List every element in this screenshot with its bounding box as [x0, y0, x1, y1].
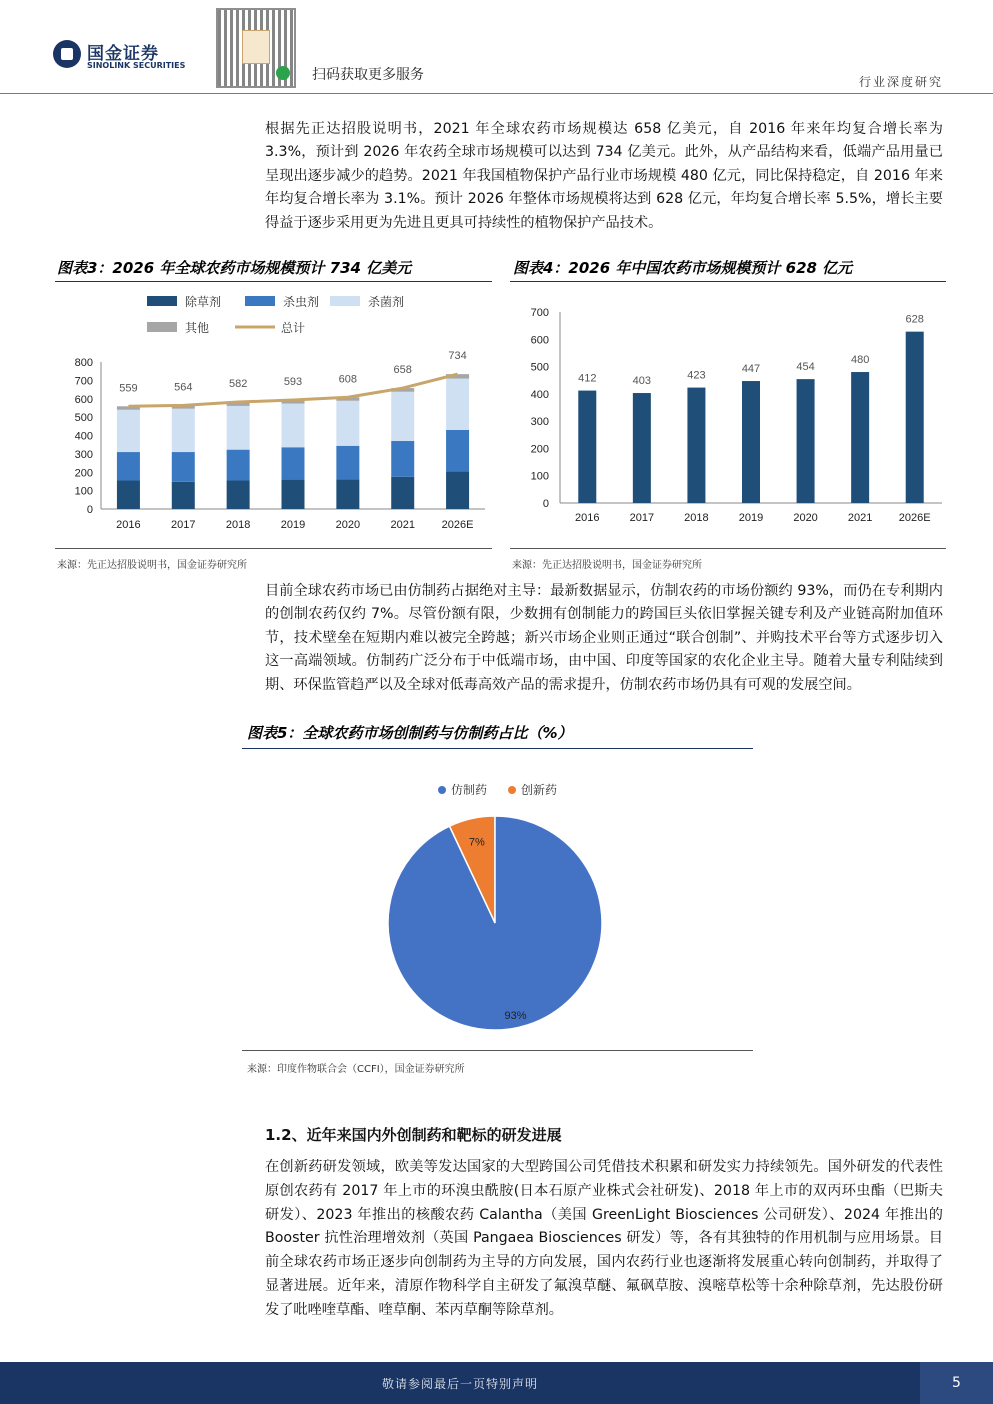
company-logo: [53, 38, 193, 74]
data-label: 628: [905, 313, 924, 326]
x-tick-label: 2016: [575, 512, 600, 524]
y-tick-label: 800: [74, 357, 93, 369]
bar-segment: [391, 477, 414, 509]
y-tick-label: 400: [530, 388, 549, 401]
figure-3-source: 来源：先正达招股说明书，国金证券研究所: [57, 560, 247, 571]
bar-segment: [282, 404, 305, 448]
figure-4-bottom-rule: [510, 548, 946, 549]
legend-label: 仿制药: [451, 783, 488, 797]
data-label: 593: [283, 376, 303, 389]
figure-3-title-rule: [55, 281, 492, 282]
header-divider: [0, 93, 993, 94]
x-tick-label: 2019: [738, 512, 764, 524]
data-label: 454: [796, 361, 815, 374]
logo-en-text: SINOLINK SECURITIES: [87, 61, 186, 70]
legend-swatch: [330, 296, 360, 306]
wechat-badge-icon: [276, 66, 290, 80]
page-header: [0, 0, 993, 96]
y-tick-label: 500: [74, 412, 93, 425]
pie-slice: [388, 816, 602, 1030]
x-tick-label: 2018: [684, 512, 709, 524]
page-footer: [0, 1362, 993, 1404]
y-tick-label: 100: [530, 470, 549, 483]
data-label: 447: [741, 363, 761, 376]
bar-segment: [446, 471, 469, 509]
legend-swatch: [147, 296, 177, 306]
logo-cn-text: 国金证券: [87, 44, 159, 64]
data-label: 403: [632, 375, 652, 388]
y-tick-label: 100: [74, 485, 93, 498]
x-tick-label: 2021: [847, 512, 873, 524]
bar-segment: [336, 401, 359, 446]
legend-swatch: [438, 786, 446, 794]
y-tick-label: 0: [86, 504, 93, 516]
figure-4-chart: [510, 285, 946, 545]
figure-3-chart: [55, 285, 495, 545]
data-label: 564: [174, 381, 193, 394]
bar-segment: [336, 479, 359, 509]
bar: [742, 381, 760, 503]
logo-mark-icon: [53, 40, 81, 68]
x-tick-label: 2017: [629, 512, 655, 524]
data-label: 423: [687, 369, 706, 382]
figure-4-source: 来源：先正达招股说明书，国金证券研究所: [512, 560, 702, 571]
section-heading: 1.2、近年来国内外创制药和靶标的研发进展: [265, 1126, 562, 1144]
bar-segment: [117, 452, 140, 480]
data-label: 7%: [468, 836, 485, 849]
x-tick-label: 2020: [335, 519, 361, 531]
data-label: 480: [850, 354, 870, 367]
bar-segment: [227, 450, 250, 481]
bar-segment: [117, 410, 140, 452]
data-label: 412: [578, 372, 597, 385]
x-tick-label: 2016: [116, 519, 141, 531]
bar-segment: [336, 446, 359, 479]
legend-label: 其他: [185, 321, 210, 335]
figure-5-source: 来源：印度作物联合会（CCFI），国金证券研究所: [247, 1064, 465, 1075]
body-paragraph-3: 在创新药研发领域，欧美等发达国家的大型跨国公司凭借技术积累和研发实力持续领先。国外研发的代表性原创农药有 2017 年上市的环溴虫酰胺(日本石原产业株式会社研发)、2018 年上市的双丙环虫酯（巴斯夫研发）、2023 年推出的核酸农药 Calantha（美国 GreenLight Biosciences 公司研发）、2024 年推出的 Booster 抗性治理增效剂（英国 Pangaea Biosciences 研发）等，各有其独特的作用机制与应用场景。目前全球农药市场正逐步向创制药为主导的方向发展，国内农药行业也逐渐将发展重心转向创制药，并取得了显著进展。近年来，清原作物科学自主研发了氟溴草醚、氟砜草胺、溴嘧草松等十余种除草剂，先达股份研发了吡唑喹草酯、喹草酮、苯丙草酮等除草剂。: [265, 1159, 943, 1318]
x-tick-label: 2020: [793, 512, 818, 524]
footer-disclaimer[interactable]: 敬请参阅最后一页特别声明: [381, 1377, 538, 1391]
bar: [797, 379, 815, 503]
y-tick-label: 0: [542, 498, 549, 510]
section-tag: 行业深度研究: [858, 75, 943, 89]
figure-4-title: 图表4：2026 年中国农药市场规模预计 628 亿元: [513, 259, 853, 277]
legend-swatch: [147, 322, 177, 332]
y-tick-label: 200: [74, 467, 93, 480]
y-tick-label: 600: [530, 334, 549, 347]
figure-4-title-rule: [510, 281, 946, 282]
qr-center-emblem-icon: [242, 30, 270, 64]
figure-5-title-rule: [242, 748, 753, 749]
bar-segment: [227, 481, 250, 509]
x-tick-label: 2017: [171, 519, 196, 531]
page-number: 5: [920, 1362, 993, 1404]
bar: [633, 393, 651, 503]
bar-segment: [446, 430, 469, 471]
bar-segment: [227, 406, 250, 450]
scan-prompt: 扫码获取更多服务: [312, 67, 424, 83]
y-tick-label: 700: [530, 307, 549, 319]
data-label: 658: [393, 364, 412, 377]
x-tick-label: 2019: [280, 519, 306, 531]
bar-segment: [282, 480, 305, 509]
legend-label: 杀虫剂: [283, 295, 320, 309]
bar-segment: [172, 409, 195, 452]
bar-segment: [446, 379, 469, 430]
legend-label: 总计: [281, 321, 306, 335]
legend-label: 杀菌剂: [368, 295, 405, 309]
y-tick-label: 500: [530, 361, 549, 374]
bar: [851, 372, 869, 503]
bar: [687, 388, 705, 503]
body-paragraph-2: 目前全球农药市场已由仿制药占据绝对主导：最新数据显示，仿制农药的市场份额约 93%，而仍在专利期内的创制农药仅约 7%。尽管份额有限，少数拥有创制能力的跨国巨头依旧掌握关键专利及产业链高附加值环节，技术壁垒在短期内难以被完全跨越；新兴市场企业则正通过“联合创制”、并购技术平台等方式逐步切入这一高端领域。仿制药广泛分布于中低端市场，由中国、印度等国家的农化企业主导。随着大量专利陆续到期、环保监管趋严以及全球对低毒高效产品的需求提升，仿制农药市场仍具有可观的发展空间。: [265, 583, 943, 693]
bar: [906, 332, 924, 503]
legend-label: 创新药: [521, 783, 558, 797]
y-tick-label: 600: [74, 393, 93, 406]
bar: [578, 391, 596, 503]
y-tick-label: 300: [530, 416, 549, 429]
data-label: 734: [448, 350, 467, 363]
legend-label: 除草剂: [185, 295, 222, 309]
figure-3-title: 图表3：2026 年全球农药市场规模预计 734 亿美元: [57, 259, 412, 277]
y-tick-label: 300: [74, 448, 93, 461]
x-tick-label: 2026E: [441, 519, 474, 531]
figure-5-bottom-rule: [242, 1050, 753, 1051]
bar-segment: [391, 392, 414, 441]
body-paragraph-1: 根据先正达招股说明书，2021 年全球农药市场规模达 658 亿美元，自 2016 年来年均复合增长率为 3.3%，预计到 2026 年农药全球市场规模可以达到 734 亿美元。此外，从产品结构来看，低端产品用量已呈现出逐步减少的趋势。2021 年我国植物保护产品行业市场规模 480 亿元，同比保持稳定，自 2016 年来年均复合增长率为 3.1%。预计 2026 年整体市场规模将达到 628 亿元，年均复合增长率 5.5%，增长主要得益于逐步采用更为先进且更具可持续性的植物保护产品技术。: [265, 121, 943, 231]
bar-segment: [172, 482, 195, 509]
x-tick-label: 2021: [390, 519, 415, 531]
bar-segment: [172, 452, 195, 482]
x-tick-label: 2018: [225, 519, 251, 531]
y-tick-label: 200: [530, 443, 549, 456]
bar-segment: [117, 481, 140, 509]
bar-segment: [391, 441, 414, 477]
x-tick-label: 2026E: [898, 512, 931, 524]
data-label: 608: [338, 373, 358, 386]
y-tick-label: 400: [74, 430, 93, 443]
figure-5-title: 图表5：全球农药市场创制药与仿制药占比（%）: [247, 724, 573, 742]
legend-swatch: [245, 296, 275, 306]
data-label: 93%: [504, 1009, 527, 1022]
data-label: 582: [228, 378, 248, 391]
figure-3-bottom-rule: [55, 548, 492, 549]
figure-5-chart: [242, 752, 753, 1048]
legend-swatch: [508, 786, 516, 794]
y-tick-label: 700: [74, 375, 93, 388]
bar-segment: [282, 447, 305, 479]
data-label: 559: [119, 382, 138, 395]
